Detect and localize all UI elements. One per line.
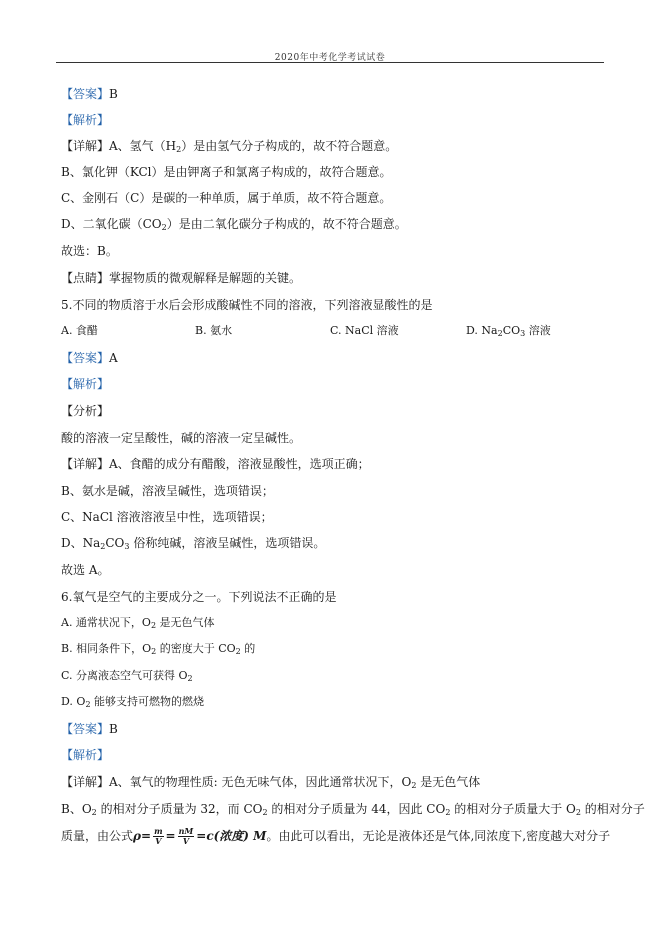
subscript: 2 [235, 647, 241, 656]
q6-stem: 6.氧气是空气的主要成分之一。下列说法不正确的是 [61, 590, 337, 604]
subscript: 2 [187, 674, 193, 683]
subscript: 2 [575, 808, 581, 817]
q5-choose: 故选 A。 [61, 563, 110, 577]
density-formula [133, 826, 267, 846]
q6-detail-b1-text-1: 的相对分子质量为 32，而 CO [96, 802, 263, 816]
q6-option-d [61, 694, 204, 710]
q6-option-d-text-end: 能够支持可燃物的燃烧 [90, 695, 205, 708]
q6-option-b-text-mid: 的密度大于 CO [156, 642, 236, 655]
page-header: 2020年中考化学考试试卷 [274, 53, 386, 63]
q6-option-c-text: C. 分离液态空气可获得 O [61, 669, 188, 682]
q5-detail-a [61, 456, 370, 472]
q4-detail-d [61, 216, 407, 232]
q6-detail-b1-text: B、O [61, 802, 92, 816]
q6-detail-b1-text-end: 的相对分子 [580, 802, 645, 816]
q6-answer-value: B [109, 722, 118, 736]
q4-analysis-label [61, 112, 109, 128]
q5-detail-a-text: A、食醋的成分有醋酸，溶液显酸性，选项正确； [109, 457, 370, 471]
subscript: 2 [150, 621, 157, 630]
q4-detail-a-text: A、氢气（H [109, 139, 177, 153]
subscript: 2 [100, 542, 106, 551]
q5-answer-line [61, 350, 118, 366]
q6-detail-b2-text: 质量，由公式 [61, 829, 134, 843]
formula-tail: =c(浓度) M [196, 829, 267, 843]
q5-answer-value: A [109, 351, 118, 365]
q5-option-d [466, 323, 551, 339]
q5-option-d-text: D. Na [466, 324, 498, 337]
q6-option-a-text-end: 是无色气体 [156, 616, 215, 629]
header-rule [56, 62, 604, 63]
q6-option-b [61, 641, 255, 657]
fraction-denominator: V [182, 836, 190, 846]
detail-label: 【详解】 [61, 775, 110, 789]
q6-option-d-text: D. O [61, 695, 86, 708]
q5-detail-d [61, 535, 325, 551]
formula-rho: ρ= [133, 829, 152, 843]
q5-detail-d-text-mid: CO [105, 536, 125, 550]
q5-detail-c: C、NaCl 溶液溶液呈中性，选项错误； [61, 510, 273, 524]
q5-analysis-label [61, 376, 109, 392]
fraction-denominator: V [155, 836, 162, 846]
q6-option-a [61, 615, 215, 631]
q6-detail-b2 [61, 827, 610, 846]
q6-detail-b2-text-end: 。由此可以看出，无论是液体还是气体,同浓度下,密度越大对分子 [266, 829, 611, 843]
q5-analyze-text: 酸的溶液一定呈酸性，碱的溶液一定呈碱性。 [61, 431, 302, 445]
q4-comment-text: 掌握物质的微观解释是解题的关键。 [109, 271, 302, 285]
fraction-nm-over-v [178, 827, 195, 846]
q4-detail-c: C、金刚石（C）是碳的一种单质，属于单质，故不符合题意。 [61, 191, 392, 205]
comment-label: 【点睛】 [61, 271, 110, 285]
subscript: 2 [262, 808, 268, 817]
q6-option-b-text: B. 相同条件下，O [61, 642, 152, 655]
q5-option-a: A. 食醋 [61, 324, 98, 337]
answer-label: 【答案】 [61, 722, 110, 736]
q5-stem: 5.不同的物质溶于水后会形成酸碱性不同的溶液，下列溶液显酸性的是 [61, 298, 433, 312]
q6-detail-a-text: A、氧气的物理性质: 无色无味气体，因此通常状况下，O [109, 775, 412, 789]
q6-option-a-text: A. 通常状况下，O [61, 616, 151, 629]
q4-choose: 故选：B。 [61, 244, 118, 258]
subscript: 2 [176, 145, 182, 154]
q6-analysis-label [61, 747, 109, 763]
q5-option-d-text-mid: CO [502, 324, 521, 337]
answer-label: 【答案】 [61, 351, 110, 365]
q4-detail-d-text: D、二氧化碳（CO [61, 217, 162, 231]
q6-answer-line [61, 721, 118, 737]
q5-option-b: B. 氨水 [195, 324, 233, 337]
subscript: 2 [91, 808, 97, 817]
q4-answer-line [61, 86, 118, 102]
q6-detail-b1-text-2: 的相对分子质量为 44，因此 CO [267, 802, 446, 816]
q5-option-c: C. NaCl 溶液 [330, 324, 399, 337]
q6-option-b-text-end: 的 [240, 642, 256, 655]
q5-analyze-label: 【分析】 [61, 404, 110, 418]
q6-detail-a-text-end: 是无色气体 [416, 775, 481, 789]
q4-detail-b: B、氯化钾（KCl）是由钾离子和氯离子构成的，故符合题意。 [61, 165, 392, 179]
fraction-numerator: nM [178, 826, 194, 836]
q5-option-d-text-end: 溶液 [525, 324, 551, 337]
detail-label: 【详解】 [61, 139, 110, 153]
q6-option-c [61, 668, 193, 684]
answer-label: 【答案】 [61, 87, 110, 101]
q4-answer-value: B [109, 87, 118, 101]
formula-equals: = [165, 829, 176, 843]
q4-detail-a-text-end: ）是由氢气分子构成的，故不符合题意。 [181, 139, 398, 153]
q6-detail-b1-text-3: 的相对分子质量大于 O [450, 802, 576, 816]
q6-detail-b1 [61, 801, 645, 817]
q5-detail-d-text-end: 俗称纯碱，溶液呈碱性，选项错误。 [129, 536, 326, 550]
q4-detail-a [61, 138, 397, 154]
q5-detail-d-text: D、Na [61, 536, 101, 550]
subscript: 2 [151, 647, 157, 656]
fraction-numerator: m [154, 826, 163, 836]
subscript: 3 [124, 542, 130, 551]
q4-detail-d-text-end: ）是由二氧化碳分子构成的，故不符合题意。 [166, 217, 407, 231]
subscript: 2 [445, 808, 451, 817]
q5-detail-b: B、氨水是碱，溶液呈碱性，选项错误； [61, 484, 274, 498]
q6-detail-a [61, 774, 480, 790]
fraction-m-over-v [153, 827, 163, 846]
analysis-label: 【解析】 [61, 113, 110, 127]
detail-label: 【详解】 [61, 457, 110, 471]
subscript: 3 [520, 329, 526, 338]
subscript: 2 [411, 781, 417, 790]
analysis-label: 【解析】 [61, 377, 110, 391]
analysis-label: 【解析】 [61, 748, 110, 762]
subscript: 2 [497, 329, 503, 338]
subscript: 2 [85, 700, 91, 709]
q4-comment [61, 270, 301, 286]
subscript: 2 [161, 223, 167, 232]
